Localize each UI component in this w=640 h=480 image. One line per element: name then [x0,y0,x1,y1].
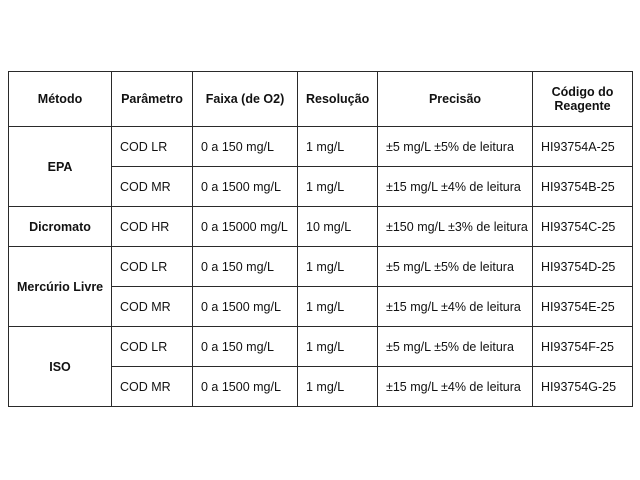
range-cell: 0 a 150 mg/L [193,327,298,367]
resolution-cell: 1 mg/L [298,167,378,207]
resolution-cell: 1 mg/L [298,367,378,407]
header-method: Método [9,72,112,127]
range-cell: 0 a 1500 mg/L [193,287,298,327]
reagent-code-cell: HI93754F-25 [533,327,633,367]
table-row [9,247,633,287]
precision-cell: ±5 mg/L ±5% de leitura [378,247,533,287]
range-cell: 0 a 1500 mg/L [193,167,298,207]
header-range: Faixa (de O2) [193,72,298,127]
range-cell: 0 a 150 mg/L [193,247,298,287]
range-cell: 0 a 1500 mg/L [193,367,298,407]
range-cell: 0 a 15000 mg/L [193,207,298,247]
method-cell: ISO [9,327,112,407]
precision-cell: ±15 mg/L ±4% de leitura [378,167,533,207]
header-row [9,72,633,127]
reagent-code-cell: HI93754G-25 [533,367,633,407]
parameter-cell: COD LR [112,127,193,167]
method-cell: Dicromato [9,207,112,247]
parameter-cell: COD MR [112,287,193,327]
resolution-cell: 1 mg/L [298,247,378,287]
reagent-code-cell: HI93754E-25 [533,287,633,327]
precision-cell: ±150 mg/L ±3% de leitura [378,207,533,247]
reagent-code-cell: HI93754C-25 [533,207,633,247]
parameter-cell: COD HR [112,207,193,247]
method-cell: EPA [9,127,112,207]
parameter-cell: COD MR [112,367,193,407]
header-parameter: Parâmetro [112,72,193,127]
header-reagent-code: Código do Reagente [533,72,633,127]
precision-cell: ±5 mg/L ±5% de leitura [378,127,533,167]
header-precision: Precisão [378,72,533,127]
resolution-cell: 1 mg/L [298,327,378,367]
precision-cell: ±5 mg/L ±5% de leitura [378,327,533,367]
resolution-cell: 1 mg/L [298,287,378,327]
resolution-cell: 1 mg/L [298,127,378,167]
parameter-cell: COD LR [112,247,193,287]
precision-cell: ±15 mg/L ±4% de leitura [378,287,533,327]
reagent-code-cell: HI93754D-25 [533,247,633,287]
range-cell: 0 a 150 mg/L [193,127,298,167]
table-row [9,327,633,367]
reagent-code-cell: HI93754B-25 [533,167,633,207]
table-row [9,207,633,247]
table-row [9,127,633,167]
parameter-cell: COD MR [112,167,193,207]
reagent-code-cell: HI93754A-25 [533,127,633,167]
header-resolution: Resolução [298,72,378,127]
parameter-cell: COD LR [112,327,193,367]
method-cell: Mercúrio Livre [9,247,112,327]
resolution-cell: 10 mg/L [298,207,378,247]
precision-cell: ±15 mg/L ±4% de leitura [378,367,533,407]
spec-table [8,71,633,407]
